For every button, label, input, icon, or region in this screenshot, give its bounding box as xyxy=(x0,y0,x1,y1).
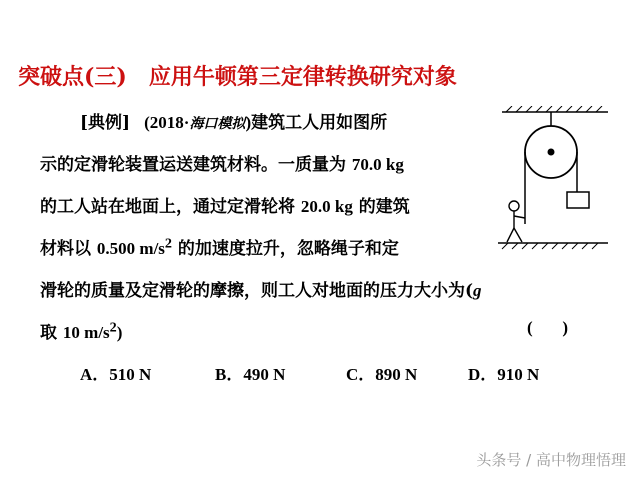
problem-line-2 xyxy=(40,150,404,175)
option-d-label: D． xyxy=(468,365,498,384)
line4-text-end: 的加速度拉升，忽略绳子和定 xyxy=(172,239,399,259)
material-mass: 20.0 kg xyxy=(300,197,353,216)
line1-text: 建筑工人用如图所 xyxy=(251,113,388,133)
problem-line-4 xyxy=(40,234,399,259)
option-b-value: 490 N xyxy=(243,365,286,384)
problem-line-3 xyxy=(40,192,410,217)
option-a[interactable] xyxy=(80,360,151,385)
gravity-value: 10 m/s xyxy=(62,323,110,342)
source-year: (2018· xyxy=(144,113,190,132)
acceleration-exponent: 2 xyxy=(164,235,172,252)
gravity-symbol: g xyxy=(473,281,482,300)
line2-text: 示的定滑轮装置运送建筑材料。一质量为 xyxy=(40,155,352,175)
watermark: 头条号 / 高中物理悟理 xyxy=(476,451,626,469)
option-a-label: A． xyxy=(80,365,110,384)
pulley-diagram xyxy=(492,106,616,254)
option-c-label: C． xyxy=(346,365,376,384)
section-title: 应用牛顿第三定律转换研究对象 xyxy=(148,64,457,90)
option-b-label: B． xyxy=(215,365,244,384)
line6-close: ) xyxy=(116,323,123,342)
ceiling-hatch xyxy=(506,106,602,112)
example-tag: [典例] xyxy=(80,113,131,133)
pulley-axle xyxy=(548,149,555,156)
worker-figure xyxy=(507,201,525,242)
option-b[interactable] xyxy=(215,360,285,385)
option-c-value: 890 N xyxy=(375,365,418,384)
section-number: 突破点(三) xyxy=(18,64,127,90)
option-a-value: 510 N xyxy=(109,365,152,384)
line5-text: 滑轮的质量及定滑轮的摩擦，则工人对地面的压力大小为( xyxy=(40,281,474,301)
gravity-exponent: 2 xyxy=(109,319,117,336)
line4-text: 材料以 xyxy=(40,239,97,259)
option-d-value: 910 N xyxy=(497,365,540,384)
problem-line-5 xyxy=(40,276,482,301)
material-box xyxy=(567,192,589,208)
acceleration-value: 0.500 m/s xyxy=(96,239,165,258)
ground-hatch xyxy=(502,243,598,249)
problem-line-1 xyxy=(80,108,387,133)
line3-text-end: 的建筑 xyxy=(352,197,410,217)
answer-blank: ( ) xyxy=(527,318,569,337)
line3-text: 的工人站在地面上，通过定滑轮将 xyxy=(40,197,301,217)
section-heading xyxy=(18,60,457,91)
line6-text: 取 xyxy=(40,323,63,343)
option-d[interactable] xyxy=(468,360,539,385)
worker-mass: 70.0 kg xyxy=(351,155,404,174)
problem-line-6 xyxy=(40,318,122,343)
source-close: ) xyxy=(245,113,252,132)
source-place: 海口模拟 xyxy=(189,116,246,132)
option-c[interactable] xyxy=(346,360,417,385)
